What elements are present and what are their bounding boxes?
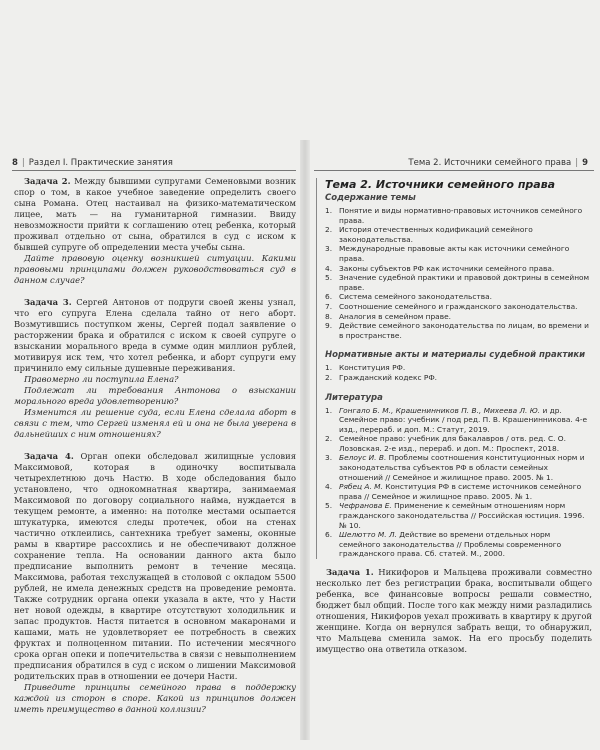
- right-page-body: [316, 176, 592, 655]
- right-running-head-text: Тема 2. Источники семейного права: [408, 158, 572, 168]
- topic-sidebar: [316, 178, 592, 559]
- task-3: Задача 3. Сергей Антонов от подруги своей жены узнал, что его супруга Елена сделала тайно от него аборт. Возмутившись поступком жены, Сергей подал заявление о расторжении брака и обратился с иском к своей супруге о взыскании морального вреда в сумме один миллион рублей, мотивируя иск тем, что хотел ребенка, и аборт супруги ему причинило ему сильные душевные переживания.: [14, 297, 296, 373]
- list-item: 9. Действие семейного законодательства по лицам, во времени и в пространстве.: [325, 321, 589, 340]
- acts-heading: Нормативные акты и материалы судебной практики: [325, 350, 586, 361]
- task-2-question: Дайте правовую оценку возникшей ситуации. Какими правовыми принципами должен руководствоваться суд в данном случае?: [14, 253, 296, 285]
- list-item: 5. Чефранова Е. Применение к семейным отношениям норм гражданского законодательства // Российская юстиция. 1996. № 10.: [325, 501, 585, 530]
- task-3-question-2: Подлежат ли требования Антонова о взыскании морального вреда удовлетворению?: [14, 385, 296, 406]
- task-3-question-3: Изменится ли решение суда, если Елена сделала аборт в связи с тем, что Сергей изменял ей и она не была уверена в дальнейших с ним отношениях?: [14, 407, 296, 439]
- list-item: 1. Гонгало Б. М., Крашенинников П. В., Михеева Л. Ю. и др. Семейное право: учебник / под ред. П. В. Крашенинникова. 4-е изд., перераб. и доп. М.: Статут, 2019.: [325, 405, 588, 434]
- left-running-head-text: Раздел I. Практические занятия: [28, 158, 173, 168]
- list-item: 1. Понятие и виды нормативно-правовых источников семейного права.: [325, 206, 583, 225]
- list-item: 2. Семейное право: учебник для бакалавров / отв. ред. С. О. Лозовская. 2-е изд., перераб. и доп. М.: Проспект, 2018.: [325, 434, 566, 453]
- list-item: 7. Соотношение семейного и гражданского законодательства.: [325, 301, 578, 311]
- left-page-number: 8: [12, 158, 18, 168]
- task-4: Задача 4. Орган опеки обследовал жилищные условия Максимовой, которая в одиночку воспитывала четырехлетнюю дочь Настю. В ходе обследования было установлено, что однокомнатная квартира, занимаемая Максимовой по договору социального найма, нуждается в текущем ремонте, а именно: на потолке местами осыпается штукатурка, имеются следы протечек, обои на стенах частично отклеились, сантехника требует замены, оконные рамы в квартире рассохлись и не обеспечивают должное сохранение тепла. На основании данного акта было предписание выполнить ремонт в течение месяца. Максимова, работая техслужащей в столовой с окладом 5500 рублей, не имела денежных средств на проведение ремонта. Также сотрудник органа опеки указала в акте, что у Насти нет новой одежды, в квартире отсутствуют холодильник и запас продуктов. Настя питается в основном макаронами и кашами, мать не удовлетворяет ее потребность в свежих фруктах и полноценном питании. По истечении месячного срока орган опеки и попечительства в связи с невыполнением предписания обратился в суд с иском о лишении Максимовой родительских прав в отношении ее дочери Насти.: [14, 451, 296, 681]
- content-heading: Содержание темы: [325, 193, 416, 203]
- right-page-number: 9: [582, 158, 588, 168]
- topic-title: Тема 2. Источники семейного права: [325, 178, 556, 191]
- list-item: 2. История отечественных кодификаций семейного законодательства.: [325, 225, 533, 244]
- acts-list: [325, 363, 592, 382]
- left-head-rule: [12, 170, 296, 171]
- list-item: 5. Значение судебной практики и правовой доктрины в семейном праве.: [325, 273, 590, 292]
- list-item: 2. Гражданский кодекс РФ.: [325, 372, 438, 382]
- book-gutter: [300, 140, 310, 740]
- task-4-question: Приведите принципы семейного права в поддержку каждой из сторон в споре. Какой из принципов должен иметь преимущество в данной коллизии?: [14, 682, 296, 714]
- list-item: 4. Рябец А. М. Конституция РФ в системе источников семейного права // Семейное и жилищное право. 2005. № 1.: [325, 482, 582, 501]
- right-running-head: Тема 2. Источники семейного права | 9: [408, 158, 588, 168]
- list-item: 8. Аналогия в семейном праве.: [325, 311, 451, 321]
- literature-list: [325, 406, 592, 560]
- task-2: Задача 2. Между бывшими супругами Семеновыми возник спор о том, в какое учебное заведение определить своего сына Романа. Отец настаивал на физико-математическом лицее, мать — на гуманитарной гимназии. Ввиду невозможности прийти к соглашению отец ребенка, который проживал отдельно от сына, обратился в суд с иском к бывшей супруге об определении места учебы сына.: [14, 176, 297, 252]
- left-page-body: [14, 176, 296, 715]
- list-item: 6. Система семейного законодательства.: [325, 292, 492, 302]
- task-3-question-1: Правомерно ли поступила Елена?: [24, 374, 179, 384]
- content-list: [325, 206, 592, 340]
- right-head-rule: [314, 170, 594, 171]
- literature-heading: Литература: [325, 392, 383, 403]
- list-item: 6. Шелютто М. Л. Действие во времени отдельных норм семейного законодательства // Проблемы современного гражданского права. Сб. статей. М., 2000.: [325, 530, 562, 559]
- list-item: 1. Конституция РФ.: [325, 363, 406, 373]
- task-1: Задача 1. Никифоров и Мальцева проживали совместно несколько лет без регистрации брака, воспитывали общего ребенка, все финансовые вопросы решали совместно, бюджет был общий. После того как между ними разладились отношения, Никифоров уехал проживать в квартиру к другой женщине. Когда он вернулся забрать вещи, то обнаружил, что Мальцева сменила замок. На его просьбу поделить имущество она ответила отказом.: [316, 567, 592, 654]
- left-running-head: 8 | Раздел I. Практические занятия: [12, 158, 173, 168]
- list-item: 3. Белоус И. В. Проблемы соотношения конституционных норм и законодательства субъектов РФ в области семейных отношений // Семейное и жилищное право. 2005. № 1.: [325, 453, 585, 482]
- list-item: 3. Международные правовые акты как источники семейного права.: [325, 244, 570, 263]
- list-item: 4. Законы субъектов РФ как источники семейного права.: [325, 263, 555, 273]
